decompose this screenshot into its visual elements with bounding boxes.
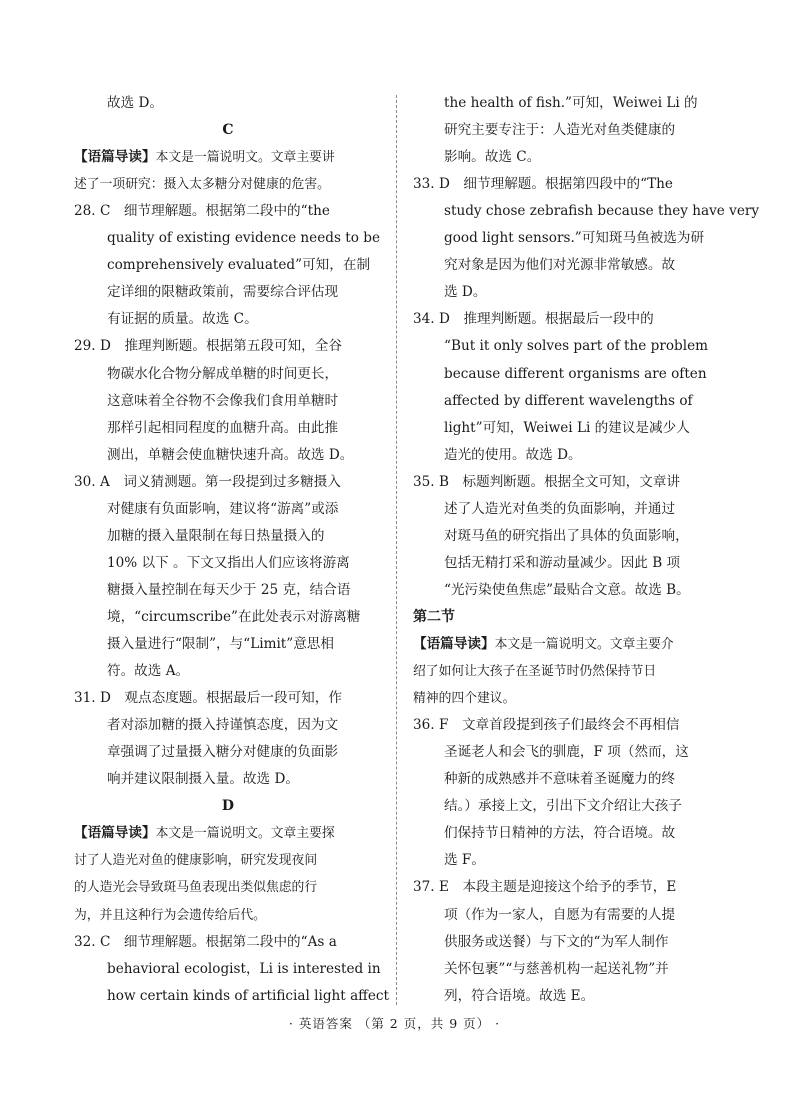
text-line: 测出，单糖会使血糖快速升高。故选 D。 bbox=[107, 446, 354, 463]
text-line: 摄入量进行“限制”，与“Limit”意思相 bbox=[107, 636, 334, 652]
text-line: 影响。故选 C。 bbox=[444, 149, 541, 166]
text-line: 30. A 词义猜测题。第一段提到过多糖摄入 bbox=[74, 473, 341, 490]
text-line: affected by different wavelengths of bbox=[444, 392, 693, 409]
text-line: 绍了如何让大孩子在圣诞节时仍然保持节日 bbox=[413, 664, 657, 680]
text-line: 讨了人造光对鱼的健康影响，研究发现夜间 bbox=[74, 853, 318, 869]
text-line: 境，“circumscribe”在此处表示对游离糖 bbox=[107, 608, 361, 625]
text-line: 章强调了过量摄入糖分对健康的负面影 bbox=[107, 744, 339, 761]
text-line: 种新的成熟感并不意味着圣诞魔力的终 bbox=[444, 771, 676, 788]
text-line: 们保持节日精神的方法，符合语境。故 bbox=[444, 825, 676, 842]
text-line: 有证据的质量。故选 C。 bbox=[107, 311, 258, 328]
section-tag: 【语篇导读】 bbox=[413, 636, 495, 652]
text-line: 加糖的摄入量限制在每日热量摄入的 bbox=[107, 527, 325, 544]
text-line bbox=[74, 144, 335, 171]
text-line: 述了人造光对鱼类的负面影响，并通过 bbox=[444, 500, 676, 517]
text-line: the health of fish.”可知，Weiwei Li 的 bbox=[444, 95, 698, 111]
text-line: 精神的四个建议。 bbox=[413, 691, 516, 707]
text-line: 述了一项研究：摄入太多糖分对健康的危害。 bbox=[74, 177, 330, 193]
text-line: 为，并且这种行为会遗传给后代。 bbox=[74, 907, 266, 923]
guide-text: 本文是一篇说明文。文章主要讲 bbox=[155, 150, 335, 166]
page-footer: · 英语答案 （第 2 页，共 9 页） · bbox=[288, 1016, 501, 1031]
text-line: 选 D。 bbox=[444, 284, 487, 301]
text-line: D bbox=[221, 798, 235, 815]
text-line: 的人造光会导致斑马鱼表现出类似焦虑的行 bbox=[74, 880, 318, 896]
text-line: behavioral ecologist，Li is interested in bbox=[107, 960, 381, 977]
text-line: 34. D 推理判断题。根据最后一段中的 bbox=[413, 311, 654, 328]
text-line: 研究主要专注于：人造光对鱼类健康的 bbox=[444, 122, 676, 139]
text-line bbox=[74, 820, 335, 847]
text-line: 结。）承接上文，引出下文介绍让大孩子 bbox=[444, 798, 682, 815]
text-line: 31. D 观点态度题。根据最后一段可知，作 bbox=[74, 690, 342, 707]
text-line: C bbox=[222, 122, 234, 139]
text-line: 糖摄入量控制在每天少于 25 克，结合语 bbox=[107, 581, 351, 598]
text-line: 37. E 本段主题是迎接这个给予的季节，E bbox=[413, 879, 677, 896]
text-line bbox=[413, 631, 674, 658]
section-tag: 【语篇导读】 bbox=[74, 825, 156, 842]
text-line: 符。故选 A。 bbox=[107, 663, 190, 680]
text-line: 故选 D。 bbox=[107, 95, 164, 111]
text-line: 32. C 细节理解题。根据第二段中的“As a bbox=[74, 933, 337, 950]
column-divider bbox=[396, 95, 397, 1005]
text-line: 圣诞老人和会飞的驯鹿，F 项（然而，这 bbox=[444, 744, 689, 761]
text-line: 定详细的限糖政策前，需要综合评估现 bbox=[107, 284, 339, 301]
text-line: study chose zebrafish because they have very bbox=[444, 203, 760, 220]
text-line: 选 F。 bbox=[444, 852, 485, 869]
text-line: 这意味着全谷物不会像我们食用单糖时 bbox=[107, 392, 339, 409]
text-line: comprehensively evaluated”可知，在制 bbox=[107, 257, 371, 274]
guide-text: 本文是一篇说明文。文章主要介 bbox=[494, 637, 674, 652]
text-line: 对斑马鱼的研究指出了具体的负面影响， bbox=[444, 527, 689, 544]
text-line: 包括无精打采和游动量减少。因此 B 项 bbox=[444, 554, 681, 571]
text-line: 者对添加糖的摄入持谨慎态度，因为文 bbox=[107, 717, 339, 734]
text-line: 造光的使用。故选 D。 bbox=[444, 446, 582, 463]
text-line: “光污染使鱼焦虑”最贴合文意。故选 B。 bbox=[444, 581, 690, 598]
text-line: 第二节 bbox=[413, 608, 455, 625]
text-line: 10% 以下 。下文又指出人们应该将游离 bbox=[107, 554, 350, 571]
text-line: 35. B 标题判断题。根据全文可知，文章讲 bbox=[413, 473, 681, 490]
text-line: 响并建议限制摄入量。故选 D。 bbox=[107, 771, 299, 788]
section-tag: 【语篇导读】 bbox=[74, 149, 156, 166]
guide-text: 本文是一篇说明文。文章主要探 bbox=[155, 826, 335, 842]
text-line: 物碳水化合物分解成单糖的时间更长， bbox=[107, 365, 339, 382]
text-line: 28. C 细节理解题。根据第二段中的“the bbox=[74, 203, 330, 220]
text-line: how certain kinds of artificial light affect bbox=[107, 987, 389, 1004]
text-line: 29. D 推理判断题。根据第五段可知，全谷 bbox=[74, 338, 342, 355]
text-line: 对健康有负面影响，建议将“游离”或添 bbox=[107, 500, 339, 517]
text-line: 究对象是因为他们对光源非常敏感。故 bbox=[444, 257, 676, 274]
text-line: 33. D 细节理解题。根据第四段中的“The bbox=[413, 176, 673, 193]
text-line: good light sensors.”可知斑马鱼被选为研 bbox=[444, 230, 705, 247]
text-line: light”可知，Weiwei Li 的建议是减少人 bbox=[444, 419, 690, 436]
text-line: 36. F 文章首段提到孩子们最终会不再相信 bbox=[413, 717, 680, 734]
text-line: 列，符合语境。故选 E。 bbox=[444, 987, 595, 1004]
text-line: 那样引起相同程度的血糖升高。由此推 bbox=[107, 419, 339, 436]
text-line: quality of existing evidence needs to be bbox=[107, 230, 380, 247]
text-line: 项（作为一家人，自愿为有需要的人提 bbox=[444, 906, 676, 923]
text-line: because different organisms are often bbox=[444, 365, 707, 382]
text-line: 关怀包裹”“与慈善机构一起送礼物”并 bbox=[444, 960, 669, 977]
text-line: 供服务或送餐）与下文的“为军人制作 bbox=[444, 933, 669, 950]
text-line: “But it only solves part of the problem bbox=[444, 338, 709, 355]
